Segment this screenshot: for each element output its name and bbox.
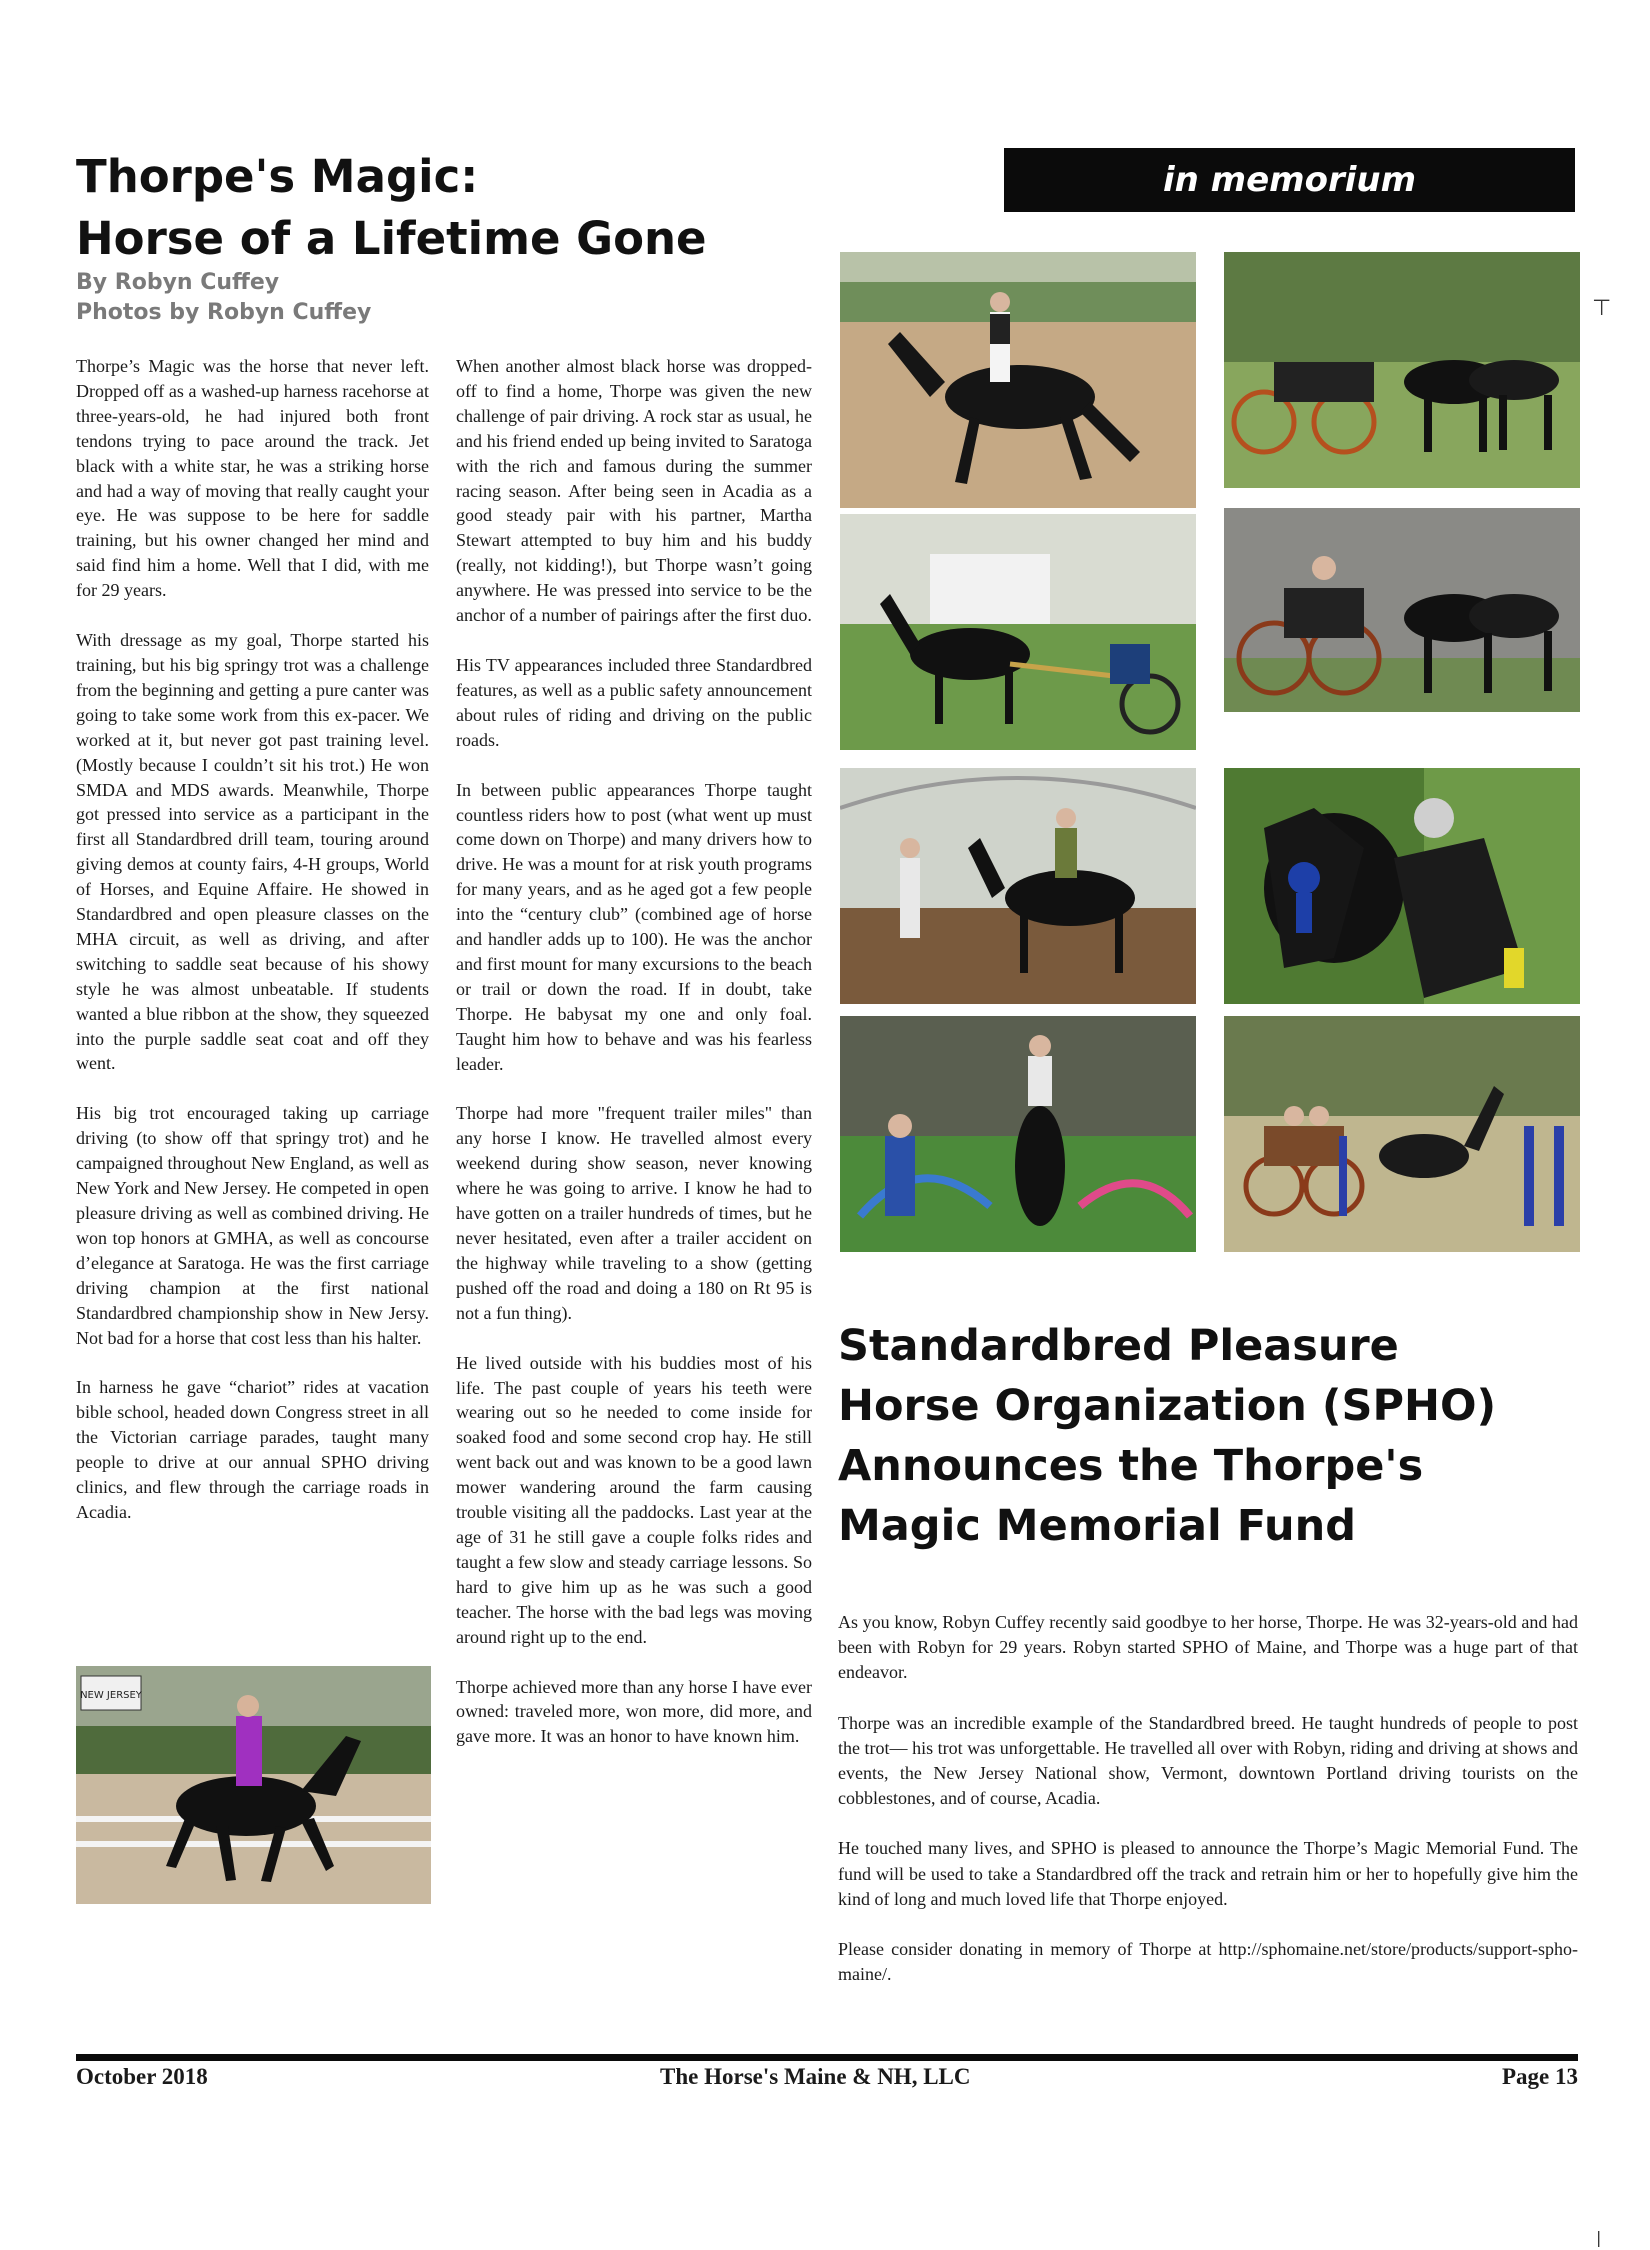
photo-outdoor-lesson [840,1016,1196,1252]
paragraph: He touched many lives, and SPHO is pleased to announce the Thorpe’s Magic Memorial Fund. The fund will be used to take a Standardbred off the track and retrain him or her to hopefully give him the kind of long and much loved life that Thorpe enjoyed. [838,1838,1578,1909]
article-title [76,146,776,270]
paragraph: With dressage as my goal, Thorpe started his training, but his big springy trot was a challenge from the beginning and getting a pure canter was going to take some work from this ex-pacer. We worked at it, but never got past training level. (Mostly because I couldn’t sit his trot.) He won SMDA and MDS awards. Meanwhile, Thorpe got pressed into service as a participant in the first all Standardbred drill team, touring around giving demos at county fairs, 4-H groups, World of Horses, and Equine Affaire. He showed in Standardbred and open pleasure classes on the MHA circuit, as well as driving, and after switching to saddle seat because of his showy style he was almost unbeatable. If students wanted a blue ribbon at the show, they squeezed into the purple saddle seat coat and off they went. [76,630,429,1074]
photo-pair-driving [1224,252,1580,488]
photo-lesson-arena [840,768,1196,1004]
photo-dressage-canter [840,252,1196,508]
horse-photo-icon [1224,252,1580,488]
horse-photo-icon [76,1666,431,1904]
footer-publication: The Horse's Maine & NH, LLC [660,2064,971,2089]
spho-title-line: Magic Memorial Fund [838,1501,1356,1551]
paragraph: Thorpe had more "frequent trailer miles" than any horse I know. He travelled almost every weekend during show season, never knowing where he was going to arrive. I know he had to have gotten on a trailer hundreds of times, but he never hesitated, even after a trailer accident on the highway while traveling to a show (getting pushed off the road and doing a 180 on Rt 95 is not a fun thing). [456,1103,812,1323]
paragraph: Thorpe achieved more than any horse I have ever owned: traveled more, won more, did more, and gave more. It was an honor to have known him. [456,1676,812,1747]
spho-title-line: Standardbred Pleasure [838,1321,1399,1371]
footer-date: October 2018 [76,2064,208,2089]
footer-rule [76,2054,1578,2061]
paragraph: Thorpe was an incredible example of the Standardbred breed. He taught hundreds of people to post the trot— his trot was unforgettable. He travelled all over with Robyn, riding and driving at shows and events, the New Jersey National show, Vermont, downtown Portland driving tourists on the cobblestones, and of course, Acadia. [838,1712,1578,1809]
spho-announcement [838,1610,1578,2012]
paragraph: Thorpe’s Magic was the horse that never left. Dropped off as a washed-up harness racehorse at three-years-old, he had injured both front tendons trying to pace around the track. Jet black with a white star, he was a striking horse and had a way of moving that really caught your eye. He was suppose to be here for saddle training, but his owner changed her mind and said find him a home. Well that I did, with me for 29 years. [76,356,429,601]
photo-saddle-seat [76,1666,431,1904]
author-byline: By Robyn Cuffey [76,270,280,295]
horse-photo-icon [840,768,1196,1004]
title-line-2: Horse of a Lifetime Gone [76,212,707,265]
byline-block [76,268,371,328]
title-line-1: Thorpe's Magic: [76,150,479,203]
footer-page-number: Page 13 [1501,2064,1578,2089]
photo-single-driving [840,514,1196,750]
paragraph: As you know, Robyn Cuffey recently said goodbye to her horse, Thorpe. He was 32-years-old and had been with Robyn for 29 years. Robyn started SPHO of Maine, and Thorpe was a huge part of that endeavor. [838,1612,1578,1683]
photo-pair-carriage [1224,508,1580,712]
horse-photo-icon [1224,768,1580,1004]
horse-photo-icon [840,1016,1196,1252]
paragraph: Please consider donating in memory of Thorpe at http://sphomaine.net/store/products/support-spho-maine/. [838,1939,1578,1985]
horse-photo-icon [840,252,1196,508]
spho-title-line: Announces the Thorpe's [838,1441,1424,1491]
horse-photo-icon [1224,1016,1580,1252]
spho-title [838,1316,1578,1556]
sign-text: NEW JERSEY [80,1690,142,1701]
corner-mark: | [1596,2228,1602,2247]
corner-mark: ⊤ [1592,296,1612,321]
paragraph: His big trot encouraged taking up carriage driving (to show off that springy trot) and he campaigned throughout New England, as well as New York and New Jersey. He competed in open pleasure driving as well as combined driving. He won top honors at GMHA, as well as concourse d’elegance at Saratoga. He was the first carriage driving champion at the first national Standardbred championship show in New Jersy. Not bad for a horse that cost less than his halter. [76,1103,429,1348]
photo-cones-driving [1224,1016,1580,1252]
paragraph: When another almost black horse was dropped-off to find a home, Thorpe was given the new challenge of pair driving. A rock star as usual, he and his friend ended up being invited to Saratoga with the rich and famous during the summer racing season. After being seen in Acadia as a good steady pair with his partner, Martha Stewart attempted to buy him and his buddy (really, not kidding!), but Thorpe wasn’t going anywhere. He was pressed into service to be the anchor of a number of pairings after the first duo. [456,356,812,626]
article-column-2 [456,354,812,1774]
photo-credit: Photos by Robyn Cuffey [76,300,372,325]
horse-photo-icon [840,514,1196,750]
paragraph: His TV appearances included three Standardbred features, as well as a public safety announcement about rules of riding and driving on the public roads. [456,654,812,750]
in-memorium-banner [1004,148,1575,212]
paragraph: In harness he gave “chariot” rides at vacation bible school, headed down Congress street in all the Victorian carriage parades, taught many people to drive at our annual SPHO driving clinics, and flew through the carriage roads in Acadia. [76,1377,429,1522]
paragraph: He lived outside with his buddies most of his life. The past couple of years his teeth were wearing out so he needed to come inside for soaked food and some second crop hay. He still went back out and was known to be a good lawn mower wandering around the farm causing trouble visiting all the paddocks. Last year at the age of 31 he still gave a couple folks rides and taught a few slow and steady carriage lessons. So hard to give him up as he was such a good teacher. The horse with the bad legs was moving around right up to the end. [456,1352,812,1647]
photo-blue-ribbon [1224,768,1580,1004]
spho-title-line: Horse Organization (SPHO) [838,1381,1497,1431]
banner-label: in memorium [1162,160,1417,200]
horse-photo-icon [1224,508,1580,712]
article-column-1 [76,354,429,1550]
paragraph: In between public appearances Thorpe taught countless riders how to post (what went up must come down on Thorpe) and many drivers how to drive. He was a mount for at risk youth programs for many years, and as he aged got a few people into the “century club” (combined age of horse and handler adds up to 100). He was the anchor and first mount for many excursions to the beach or trail or down the road. If in doubt, take Thorpe. He babysat my one and only foal. Taught him how to behave and was his fearless leader. [456,779,812,1074]
